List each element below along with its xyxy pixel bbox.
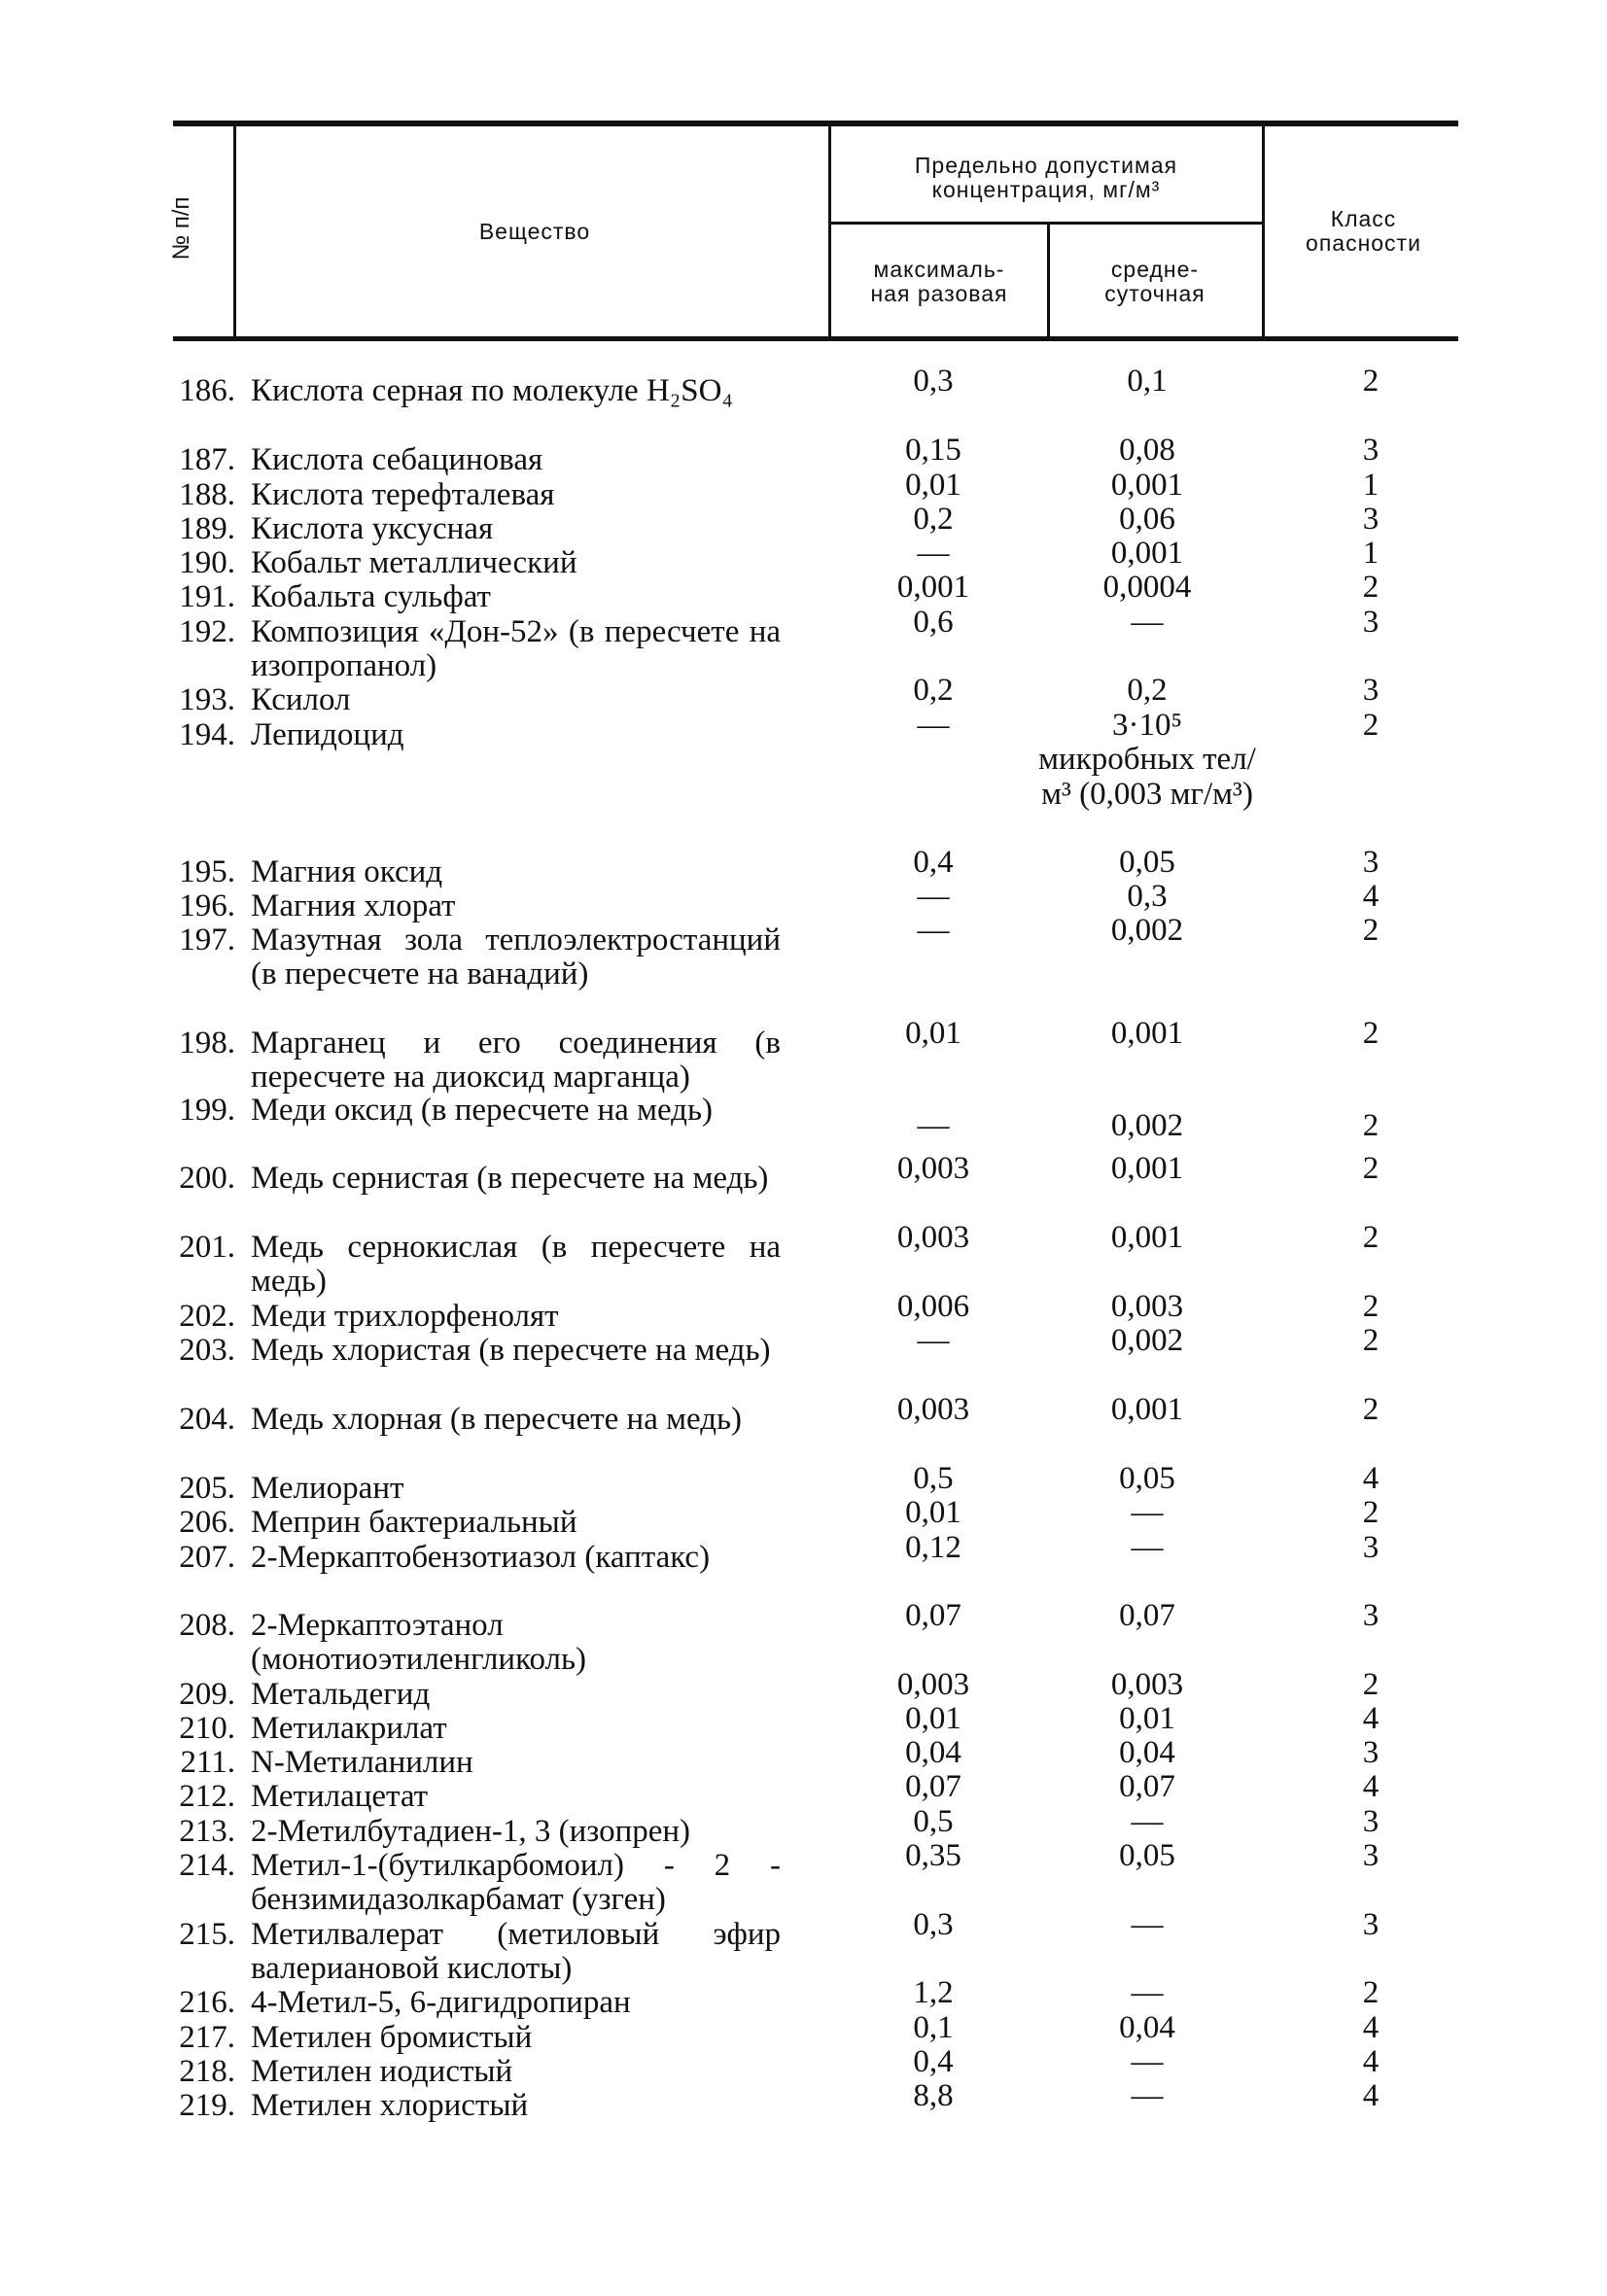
- max-single-value: 0,07: [905, 1598, 961, 1633]
- max-single-value: 0,5: [913, 1461, 954, 1496]
- daily-average-value: 0,001: [1110, 536, 1184, 571]
- hazard-class-value: 2: [1362, 1016, 1380, 1051]
- row-number: 203.: [179, 1333, 235, 1368]
- max-single-value: 0,001: [896, 570, 970, 605]
- max-single-value: 0,2: [913, 673, 954, 708]
- daily-average-value: 0,1: [1127, 364, 1168, 399]
- max-single-value: 0,15: [905, 433, 961, 468]
- header-max-line2: ная разовая: [870, 281, 1008, 306]
- hazard-class-value: 4: [1362, 2044, 1380, 2079]
- hazard-class-value: 3: [1362, 1907, 1380, 1942]
- daily-average-value: 0,002: [1110, 913, 1184, 948]
- row-number: 190.: [179, 545, 235, 580]
- max-single-value: 0,04: [905, 1735, 961, 1770]
- header-class-line1: Класс: [1330, 206, 1397, 231]
- header-pdk-line2: концентрация, мг/м³: [931, 177, 1161, 202]
- substance-name: 2-Метилбутадиен-1, 3 (изопрен): [251, 1814, 691, 1849]
- daily-average-value: 0,2: [1127, 673, 1168, 708]
- header-pdk-line1: Предельно допустимая: [914, 153, 1178, 178]
- row-number: 188.: [179, 477, 235, 512]
- row-number: 215.: [179, 1917, 235, 1952]
- substance-name: Магния хлорат: [251, 888, 456, 923]
- max-single-value: —: [917, 536, 950, 571]
- row-number: 191.: [179, 579, 235, 614]
- daily-average-value: 0,001: [1110, 1392, 1184, 1427]
- row-number: 209.: [179, 1677, 235, 1712]
- hazard-class-value: 3: [1362, 433, 1380, 468]
- max-single-value: 0,35: [905, 1838, 961, 1873]
- daily-average-value: 0,01: [1119, 1701, 1175, 1736]
- substance-name: Мазутная зола теплоэлектростанций (в пересчете на ванадий): [251, 922, 781, 992]
- hazard-class-value: 3: [1362, 1838, 1380, 1873]
- row-number: 187.: [179, 442, 235, 477]
- substance-name: N-Метиланилин: [251, 1745, 473, 1780]
- hazard-class-value: 3: [1362, 1598, 1380, 1633]
- substance-name: Метилен иодистый: [251, 2054, 513, 2089]
- substance-name: Композиция «Дон-52» (в пересчете на изопропанол): [251, 614, 781, 684]
- row-number: 193.: [179, 682, 235, 717]
- max-single-value: 0,3: [913, 364, 954, 399]
- hazard-class-value: 4: [1362, 2078, 1380, 2113]
- row-number: 219.: [179, 2088, 235, 2123]
- hazard-class-value: 2: [1362, 570, 1380, 605]
- row-number: 198.: [179, 1026, 235, 1061]
- substance-name: Ксилол: [251, 682, 351, 717]
- row-number: 207.: [179, 1540, 235, 1575]
- max-single-value: 0,1: [913, 2010, 954, 2045]
- hazard-class-value: 1: [1362, 536, 1380, 571]
- row-number: 216.: [179, 1985, 235, 2020]
- row-number: 201.: [179, 1230, 235, 1265]
- daily-average-value: —: [1131, 1530, 1164, 1565]
- max-single-value: —: [917, 708, 950, 743]
- substance-name: Кобальт металлический: [251, 545, 577, 580]
- substance-name: Магния оксид: [251, 854, 443, 889]
- hazard-class-value: 3: [1362, 1735, 1380, 1770]
- max-single-value: 0,4: [913, 2044, 954, 2079]
- hazard-class-value: 2: [1362, 364, 1380, 399]
- daily-average-value: 0,003: [1110, 1289, 1184, 1324]
- max-single-value: 0,3: [913, 1907, 954, 1942]
- row-number: 210.: [179, 1711, 235, 1746]
- max-single-value: 0,07: [905, 1769, 961, 1804]
- substance-name: Метальдегид: [251, 1677, 431, 1712]
- substance-name: Медь сернокислая (в пересчете на медь): [251, 1230, 781, 1300]
- daily-average-value: 0,05: [1119, 845, 1175, 880]
- hazard-class-value: 4: [1362, 1461, 1380, 1496]
- hazard-class-value: 3: [1362, 673, 1380, 708]
- max-single-value: —: [917, 1108, 950, 1143]
- daily-average-value: 0,06: [1119, 502, 1175, 537]
- daily-average-value: 0,05: [1119, 1461, 1175, 1496]
- max-single-value: —: [917, 913, 950, 948]
- row-number: 208.: [179, 1608, 235, 1643]
- row-number: 213.: [179, 1814, 235, 1849]
- daily-average-value: —: [1131, 1975, 1164, 2010]
- header-max-line1: максималь-: [873, 257, 1005, 282]
- max-single-value: 0,12: [905, 1530, 961, 1565]
- substance-name: Кислота серная по молекуле H₂SO₄: [251, 373, 733, 408]
- substance-name: Метилакрилат: [251, 1711, 447, 1746]
- daily-average-value: 0,3: [1127, 879, 1168, 914]
- max-single-value: 1,2: [913, 1975, 954, 2010]
- max-single-value: 0,003: [896, 1392, 970, 1427]
- max-single-value: 0,01: [905, 1495, 961, 1530]
- hazard-class-value: 2: [1362, 1975, 1380, 2010]
- daily-average-value: —: [1131, 1804, 1164, 1839]
- hazard-class-value: 4: [1362, 1701, 1380, 1736]
- max-single-value: —: [917, 879, 950, 914]
- hazard-class-value: 2: [1362, 1392, 1380, 1427]
- hazard-class-value: 3: [1362, 845, 1380, 880]
- substance-name: Меприн бактериальный: [251, 1505, 577, 1540]
- row-number: 200.: [179, 1161, 235, 1196]
- max-single-value: 0,006: [896, 1289, 970, 1324]
- daily-average-value: 0,003: [1110, 1667, 1184, 1702]
- hazard-class-value: 2: [1362, 1108, 1380, 1143]
- hazard-class-value: 2: [1362, 1220, 1380, 1255]
- row-number: 206.: [179, 1505, 235, 1540]
- row-number: 218.: [179, 2054, 235, 2089]
- header-substance: Вещество: [478, 219, 591, 244]
- daily-average-value: 0,07: [1119, 1598, 1175, 1633]
- max-single-value: 0,4: [913, 845, 954, 880]
- daily-average-value: 0,001: [1110, 1151, 1184, 1186]
- max-single-value: 0,2: [913, 502, 954, 537]
- hazard-class-value: 3: [1362, 502, 1380, 537]
- substance-name: Медь хлористая (в пересчете на медь): [251, 1333, 771, 1368]
- substance-name: Меди трихлорфенолят: [251, 1299, 559, 1334]
- substance-name: 2-Меркаптобензотиазол (каптакс): [251, 1540, 711, 1575]
- row-number: 196.: [179, 888, 235, 923]
- row-number: 212.: [179, 1779, 235, 1814]
- daily-average-value: 0,04: [1119, 1735, 1175, 1770]
- row-number: 217.: [179, 2020, 235, 2055]
- substance-name: Марганец и его соединения (в пересчете на диоксид марганца): [251, 1026, 781, 1096]
- substance-name: Метил-1-(бутилкарбомоил) - 2 - бензимидазолкарбамат (узген): [251, 1848, 781, 1918]
- daily-average-value: 0,05: [1119, 1838, 1175, 1873]
- daily-average-value: —: [1131, 1495, 1164, 1530]
- row-number: 205.: [179, 1471, 235, 1506]
- hazard-class-value: 2: [1362, 1289, 1380, 1324]
- hazard-class-value: 4: [1362, 1769, 1380, 1804]
- daily-average-value: 0,001: [1110, 468, 1184, 503]
- max-single-value: 0,5: [913, 1804, 954, 1839]
- substance-name: Медь хлорная (в пересчете на медь): [251, 1402, 743, 1437]
- row-number: 194.: [179, 717, 235, 752]
- max-single-value: 8,8: [913, 2078, 954, 2113]
- substance-name: Метилен бромистый: [251, 2020, 533, 2055]
- hazard-class-value: 3: [1362, 1804, 1380, 1839]
- header-num: № п/п: [168, 196, 194, 261]
- daily-average-value: 0,0004: [1102, 570, 1192, 605]
- hazard-class-value: 2: [1362, 1323, 1380, 1358]
- row-number: 186.: [179, 373, 235, 408]
- hazard-class-value: 2: [1362, 1495, 1380, 1530]
- substance-name: Метилен хлористый: [251, 2088, 529, 2123]
- row-number: 214.: [179, 1848, 235, 1883]
- substance-name: 2-Меркаптоэтанол (монотиоэтиленгликоль): [251, 1608, 587, 1678]
- row-number: 195.: [179, 854, 235, 889]
- header-avg-line2: суточная: [1104, 281, 1205, 306]
- substance-name: Кобальта сульфат: [251, 579, 491, 614]
- header-avg-line1: средне-: [1110, 257, 1200, 282]
- substance-name: Медь сернистая (в пересчете на медь): [251, 1161, 769, 1196]
- max-single-value: 0,6: [913, 605, 954, 640]
- max-single-value: 0,003: [896, 1151, 970, 1186]
- substance-name: Метилацетат: [251, 1779, 429, 1814]
- daily-average-value: 0,001: [1110, 1220, 1184, 1255]
- substance-name: Кислота терефталевая: [251, 477, 555, 512]
- hazard-class-value: 4: [1362, 879, 1380, 914]
- max-single-value: 0,003: [896, 1220, 970, 1255]
- daily-average-value: 3·10⁵ микробных тел/м³ (0,003 мг/м³): [1038, 708, 1256, 812]
- daily-average-value: 0,04: [1119, 2010, 1175, 2045]
- max-single-value: 0,003: [896, 1667, 970, 1702]
- daily-average-value: 0,002: [1110, 1323, 1184, 1358]
- row-number: 189.: [179, 511, 235, 546]
- substance-name: Мелиорант: [251, 1471, 404, 1506]
- row-number: 199.: [179, 1093, 235, 1128]
- daily-average-value: 0,07: [1119, 1769, 1175, 1804]
- hazard-class-value: 3: [1362, 1530, 1380, 1565]
- daily-average-value: 0,002: [1110, 1108, 1184, 1143]
- substance-name: Кислота себациновая: [251, 442, 543, 477]
- substance-name: 4-Метил-5, 6-дигидропиран: [251, 1985, 631, 2020]
- daily-average-value: —: [1131, 2078, 1164, 2113]
- header-class-line2: опасности: [1306, 230, 1421, 256]
- substance-name: Метилвалерат (метиловый эфир валериановой кислоты): [251, 1917, 781, 1987]
- row-number: 197.: [179, 922, 235, 957]
- hazard-class-value: 1: [1362, 468, 1380, 503]
- substance-name: Меди оксид (в пересчете на медь): [251, 1093, 714, 1128]
- max-single-value: 0,01: [905, 1016, 961, 1051]
- hazard-class-value: 4: [1362, 2010, 1380, 2045]
- hazard-class-value: 3: [1362, 605, 1380, 640]
- daily-average-value: 0,001: [1110, 1016, 1184, 1051]
- hazard-class-value: 2: [1362, 1667, 1380, 1702]
- row-number: 211.: [180, 1745, 235, 1780]
- substance-name: Кислота уксусная: [251, 511, 494, 546]
- row-number: 192.: [179, 614, 235, 649]
- row-number: 204.: [179, 1402, 235, 1437]
- substance-name: Лепидоцид: [251, 717, 404, 752]
- hazard-class-value: 2: [1362, 913, 1380, 948]
- daily-average-value: —: [1131, 1907, 1164, 1942]
- max-single-value: 0,01: [905, 468, 961, 503]
- daily-average-value: —: [1131, 605, 1164, 640]
- hazard-class-value: 2: [1362, 1151, 1380, 1186]
- max-single-value: —: [917, 1323, 950, 1358]
- hazard-class-value: 2: [1362, 708, 1380, 743]
- daily-average-value: —: [1131, 2044, 1164, 2079]
- max-single-value: 0,01: [905, 1701, 961, 1736]
- daily-average-value: 0,08: [1119, 433, 1175, 468]
- row-number: 202.: [179, 1299, 235, 1334]
